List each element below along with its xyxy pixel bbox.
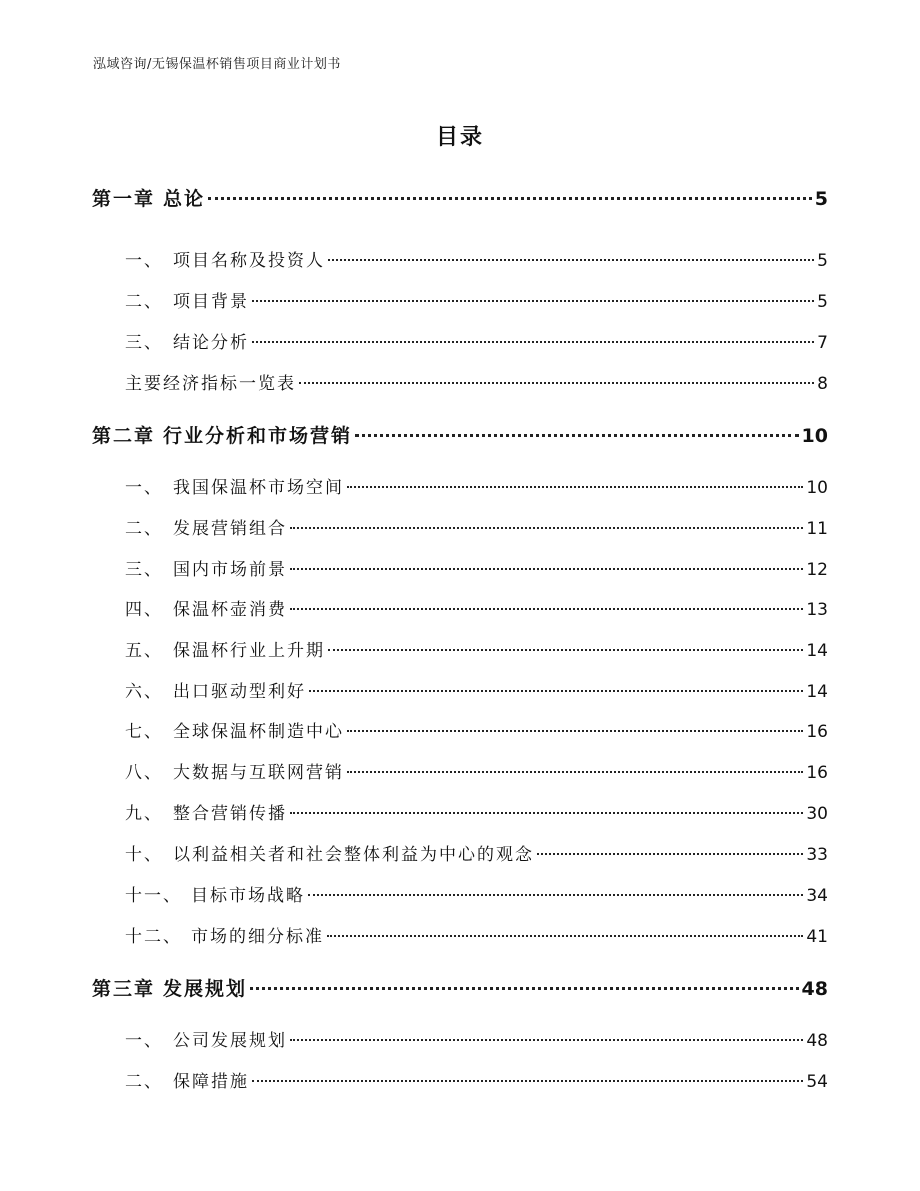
toc-entry-number: 二、 [125, 1072, 163, 1092]
toc-entry-number: 九、 [125, 804, 163, 824]
toc-entry-label: 项目名称及投资人 [173, 251, 325, 271]
dot-leader [290, 568, 803, 570]
toc-page-number: 14 [806, 682, 828, 702]
toc-entry-heading [125, 799, 287, 824]
toc-entry-number: 第二章 [92, 425, 156, 447]
toc-page-number: 11 [806, 519, 828, 539]
dot-leader [250, 987, 799, 990]
toc-entry-number: 六、 [125, 682, 163, 702]
toc-entry-number: 三、 [125, 560, 163, 580]
toc-entry-heading [125, 287, 249, 312]
toc-chapter-entry[interactable] [92, 184, 828, 211]
toc-entry-label: 我国保温杯市场空间 [173, 478, 344, 498]
toc-chapter-entry[interactable] [92, 974, 828, 1001]
toc-section-entry[interactable] [125, 799, 828, 824]
toc-entry-label: 行业分析和市场营销 [163, 425, 353, 447]
toc-section-entry[interactable] [125, 246, 828, 271]
toc-entry-label: 保障措施 [173, 1072, 249, 1092]
toc-page-number: 33 [806, 845, 828, 865]
toc-section-entry[interactable] [125, 595, 828, 620]
toc-page-number: 7 [817, 333, 828, 353]
dot-leader [327, 935, 803, 937]
toc-entry-label: 发展营销组合 [173, 519, 287, 539]
dot-leader [290, 812, 803, 814]
toc-entry-heading [125, 514, 287, 539]
toc-entry-number: 五、 [125, 641, 163, 661]
toc-page-number: 16 [806, 722, 828, 742]
toc-section-entry[interactable] [125, 514, 828, 539]
toc-entry-heading [125, 881, 305, 906]
dot-leader [290, 527, 803, 529]
toc-entry-number: 十、 [125, 845, 163, 865]
toc-entry-heading [125, 717, 344, 742]
toc-section-entry[interactable] [125, 717, 828, 742]
toc-entry-label: 以利益相关者和社会整体利益为中心的观念 [173, 845, 534, 865]
toc-entry-heading [125, 1026, 287, 1051]
page-header: 泓域咨询/无锡保温杯销售项目商业计划书 [93, 57, 341, 72]
toc-entry-label: 全球保温杯制造中心 [173, 722, 344, 742]
toc-entry-heading [92, 184, 205, 211]
toc-entry-number: 第一章 [92, 188, 156, 210]
toc-entry-number: 十二、 [125, 927, 182, 947]
dot-leader [252, 300, 814, 302]
toc-entry-label: 保温杯行业上升期 [173, 641, 325, 661]
toc-entry-number: 十一、 [125, 886, 182, 906]
toc-page-number: 10 [801, 425, 828, 447]
toc-entry-heading [125, 677, 306, 702]
toc-entry-label: 总论 [163, 188, 206, 210]
toc-entry-label: 发展规划 [163, 978, 248, 1000]
toc-entry-heading [92, 974, 247, 1001]
dot-leader [309, 690, 803, 692]
toc-entry-number: 一、 [125, 478, 163, 498]
dot-leader [347, 730, 803, 732]
dot-leader [328, 259, 814, 261]
toc-entry-heading [125, 246, 325, 271]
toc-entry-heading [125, 328, 249, 353]
toc-entry-heading [125, 636, 325, 661]
toc-page-number: 5 [817, 251, 828, 271]
dot-leader [290, 1039, 803, 1041]
toc-entry-heading [125, 555, 287, 580]
toc-section-entry[interactable] [125, 636, 828, 661]
toc-page-number: 8 [817, 374, 828, 394]
toc-entry-label: 结论分析 [173, 333, 249, 353]
toc-section-entry[interactable] [125, 473, 828, 498]
toc-entry-label: 出口驱动型利好 [173, 682, 306, 702]
toc-section-entry[interactable] [125, 1067, 828, 1092]
toc-section-entry[interactable] [125, 369, 828, 394]
toc-entry-number: 八、 [125, 763, 163, 783]
toc-section-entry[interactable] [125, 758, 828, 783]
toc-entry-number: 二、 [125, 519, 163, 539]
toc-entry-label: 目标市场战略 [191, 886, 305, 906]
toc-section-entry[interactable] [125, 922, 828, 947]
toc-page-number: 14 [806, 641, 828, 661]
toc-entry-label: 整合营销传播 [173, 804, 287, 824]
toc-entry-label: 主要经济指标一览表 [125, 374, 296, 394]
toc-entry-heading [92, 421, 352, 448]
dot-leader [252, 1080, 803, 1082]
toc-page-number: 10 [806, 478, 828, 498]
toc-page-number: 13 [806, 600, 828, 620]
toc-entry-number: 三、 [125, 333, 163, 353]
toc-page-number: 5 [817, 292, 828, 312]
toc-entry-label: 项目背景 [173, 292, 249, 312]
toc-section-entry[interactable] [125, 1026, 828, 1051]
dot-leader [347, 486, 803, 488]
toc-page-number: 30 [806, 804, 828, 824]
dot-leader [355, 434, 799, 437]
toc-entry-heading [125, 758, 344, 783]
toc-entry-label: 大数据与互联网营销 [173, 763, 344, 783]
toc-section-entry[interactable] [125, 881, 828, 906]
toc-page-number: 5 [814, 188, 828, 210]
toc-page-number: 12 [806, 560, 828, 580]
toc-chapter-entry[interactable] [92, 421, 828, 448]
toc-page-number: 16 [806, 763, 828, 783]
toc-entry-number: 二、 [125, 292, 163, 312]
toc-page-number: 41 [806, 927, 828, 947]
toc-section-entry[interactable] [125, 555, 828, 580]
dot-leader [290, 608, 803, 610]
toc-page-number: 34 [806, 886, 828, 906]
toc-entry-heading [125, 595, 287, 620]
toc-entry-heading [125, 840, 534, 865]
toc-entry-heading [125, 922, 324, 947]
toc-entry-heading [125, 369, 296, 394]
toc-section-entry[interactable] [125, 677, 828, 702]
dot-leader [537, 853, 803, 855]
dot-leader [252, 341, 814, 343]
toc-page-number: 48 [806, 1031, 828, 1051]
toc-entry-number: 一、 [125, 1031, 163, 1051]
toc-page-number: 54 [806, 1072, 828, 1092]
dot-leader [328, 649, 803, 651]
toc-section-entry[interactable] [125, 840, 828, 865]
toc-entry-number: 七、 [125, 722, 163, 742]
toc-entry-heading [125, 473, 344, 498]
toc-entry-heading [125, 1067, 249, 1092]
toc-entry-number: 四、 [125, 600, 163, 620]
toc-entry-number: 一、 [125, 251, 163, 271]
toc-entry-label: 市场的细分标准 [191, 927, 324, 947]
dot-leader [299, 382, 814, 384]
dot-leader [347, 771, 803, 773]
toc-entry-number: 第三章 [92, 978, 156, 1000]
toc-entry-label: 保温杯壶消费 [173, 600, 287, 620]
toc-section-entry[interactable] [125, 287, 828, 312]
toc-section-entry[interactable] [125, 328, 828, 353]
dot-leader [308, 894, 803, 896]
toc-title: 目录 [435, 125, 484, 150]
dot-leader [208, 197, 812, 200]
toc-entry-label: 公司发展规划 [173, 1031, 287, 1051]
toc-page-number: 48 [801, 978, 828, 1000]
toc-entry-label: 国内市场前景 [173, 560, 287, 580]
